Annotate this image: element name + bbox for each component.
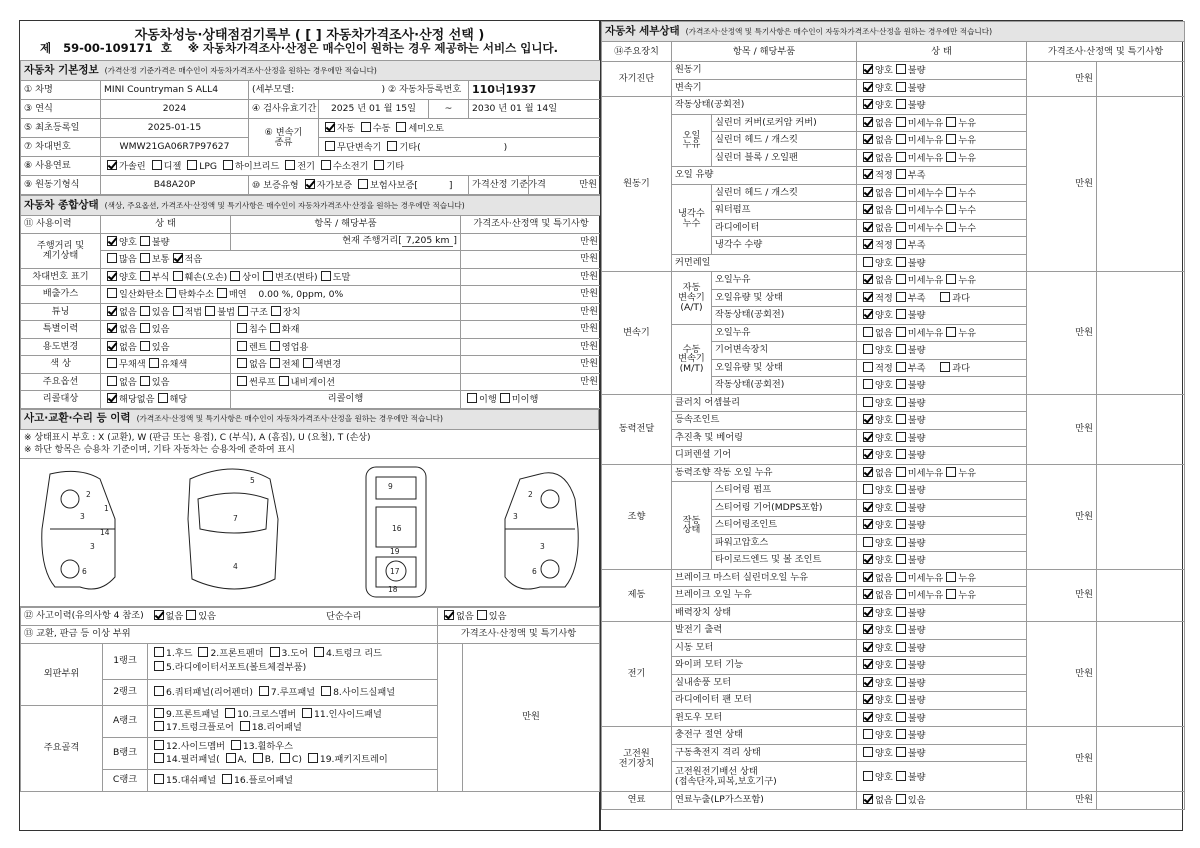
part-label-3b: 3 bbox=[90, 541, 95, 551]
checkbox-part-17[interactable] bbox=[154, 721, 164, 731]
detail-header: 자동차 세부상태 (가격조사·산정액 및 특기사항은 매수인이 자동차가격조사·산정을 원하는 경우에만 적습니다) bbox=[602, 22, 1185, 42]
checkbox-rental[interactable] bbox=[237, 341, 247, 351]
summary-header: 자동차 종합상태 (색상, 주요옵션, 가격조사·산정액 및 특기사항은 매수인이 자동차가격조사·산정을 원하는 경우에만 적습니다) bbox=[21, 196, 602, 216]
checkbox-part-10[interactable] bbox=[225, 708, 235, 718]
checkbox-vin-stamp[interactable] bbox=[321, 271, 331, 281]
checkbox-cvt[interactable] bbox=[325, 141, 335, 151]
part-label-6r: 6 bbox=[532, 566, 537, 576]
checkbox-cyl-cover-minor[interactable] bbox=[896, 117, 906, 127]
checkbox-vin-mismatch[interactable] bbox=[230, 271, 240, 281]
checkbox-blower-bad[interactable] bbox=[896, 677, 906, 687]
part-label-5: 5 bbox=[250, 475, 255, 485]
checkbox-part-13[interactable] bbox=[231, 740, 241, 750]
checkbox-st-joint-good[interactable] bbox=[863, 519, 873, 529]
checkbox-tuning-illegal[interactable] bbox=[205, 306, 215, 316]
checkbox-part-7[interactable] bbox=[259, 686, 269, 696]
checkbox-mt-oil-leak[interactable] bbox=[946, 327, 956, 337]
checkbox-part-6[interactable] bbox=[154, 686, 164, 696]
checkbox-diff-good[interactable] bbox=[863, 449, 873, 459]
checkbox-pillar-b[interactable] bbox=[253, 753, 263, 763]
checkbox-color-whole[interactable] bbox=[270, 358, 280, 368]
checkbox-mt-gear-good[interactable] bbox=[863, 344, 873, 354]
checkbox-color-none[interactable] bbox=[237, 358, 247, 368]
car-name: MINI Countryman S ALL4 bbox=[101, 81, 249, 100]
car-damage-diagram bbox=[20, 459, 599, 607]
part-label-7: 7 bbox=[233, 513, 238, 523]
checkbox-part-11[interactable] bbox=[302, 708, 312, 718]
checkbox-cyl-head-minor[interactable] bbox=[896, 134, 906, 144]
part-label-3r2: 3 bbox=[540, 541, 545, 551]
accident-header: 사고·교환·수리 등 이력 (가격조사·산정액 및 특기사항은 매수인이 자동차가격조사·산정을 원하는 경우에만 적습니다) bbox=[21, 409, 599, 429]
checkbox-insurance-warranty[interactable] bbox=[358, 179, 368, 189]
checkbox-coolant-lack[interactable] bbox=[896, 239, 906, 249]
checkbox-part-19[interactable] bbox=[308, 753, 318, 763]
checkbox-hose-good[interactable] bbox=[863, 537, 873, 547]
checkbox-mt-gear-bad[interactable] bbox=[896, 344, 906, 354]
checkbox-special-exists[interactable] bbox=[140, 323, 150, 333]
checkbox-at-op-bad[interactable] bbox=[896, 309, 906, 319]
part-label-9: 9 bbox=[388, 481, 393, 491]
checkbox-accident-exists[interactable] bbox=[186, 610, 196, 620]
checkbox-hc[interactable] bbox=[166, 288, 176, 298]
part-label-17: 17 bbox=[390, 566, 400, 576]
checkbox-options-none[interactable] bbox=[107, 376, 117, 386]
accident-table: ⑫ 사고이력(유의사항 4 참조) 없음 있음 단순수리 없음 있음 ⑬ 교환, 판금 등 이상 부위 가격조사·산정액 및 특기사항 외판부위 1랭크 1.후드 2.프론트펜더 3.도어 4.트렁크 리드 5.라디에이터서포트(볼트체결부품) 만원 2랭크 6.쿼터패널(리어펜더) 7.루프패널 8.사이드실패널 주요골격 A랭크 9.프론트패널 10.크로스멤버 11.인사이드패널 17.트렁크플로어 18.리어패널 B랭크 12.사이드멤버 13.휠하우스 14.필러패널( A, B, C) 19.패키지트레이 C랭크 15.대쉬패널 16.플로어패널 bbox=[20, 607, 600, 792]
checkbox-st-pump-bad[interactable] bbox=[896, 484, 906, 494]
checkbox-tie-rod-bad[interactable] bbox=[896, 554, 906, 564]
checkbox-mileage-many[interactable] bbox=[107, 253, 117, 263]
checkbox-cool-head-none[interactable] bbox=[863, 187, 873, 197]
checkbox-st-gear-good[interactable] bbox=[863, 502, 873, 512]
checkbox-ps-oil-none[interactable] bbox=[863, 467, 873, 477]
checkbox-brake-master-minor[interactable] bbox=[896, 572, 906, 582]
checkbox-diff-bad[interactable] bbox=[896, 449, 906, 459]
checkbox-diag-engine-bad[interactable] bbox=[896, 64, 906, 74]
checkbox-blower-good[interactable] bbox=[863, 677, 873, 687]
checkbox-at-level-lack[interactable] bbox=[896, 292, 906, 302]
checkbox-part-16[interactable] bbox=[222, 774, 232, 784]
left-panel bbox=[19, 20, 600, 831]
checkbox-tuning-legal[interactable] bbox=[173, 306, 183, 316]
checkbox-mt-op-bad[interactable] bbox=[896, 379, 906, 389]
car-outline-svg bbox=[20, 459, 599, 607]
checkbox-part-12[interactable] bbox=[154, 740, 164, 750]
checkbox-gasoline[interactable] bbox=[107, 160, 117, 170]
checkbox-coolant-proper[interactable] bbox=[863, 239, 873, 249]
document-number: 59-00-109171 bbox=[63, 41, 153, 55]
checkbox-tuning-structure[interactable] bbox=[238, 306, 248, 316]
checkbox-gauge-bad[interactable] bbox=[140, 236, 150, 246]
basic-info-header: 자동차 기본정보 (가격산정 기준가격은 매수인이 자동차가격조사·산정을 원하는 경우에만 적습니다) bbox=[21, 61, 601, 81]
checkbox-engine-op-good[interactable] bbox=[863, 99, 873, 109]
checkbox-fuel-leak-exists[interactable] bbox=[896, 794, 906, 804]
checkbox-color-change[interactable] bbox=[303, 358, 313, 368]
checkbox-tie-rod-good[interactable] bbox=[863, 554, 873, 564]
inspection-to: 2030 년 01 월 14일 bbox=[469, 100, 601, 119]
checkbox-diag-trans-bad[interactable] bbox=[896, 82, 906, 92]
checkbox-cyl-cover-none[interactable] bbox=[863, 117, 873, 127]
checkbox-at-level-proper[interactable] bbox=[863, 292, 873, 302]
checkbox-tuning-none[interactable] bbox=[107, 306, 117, 316]
detail-table: 자동차 세부상태 (가격조사·산정액 및 특기사항은 매수인이 자동차가격조사·산정을 원하는 경우에만 적습니다) ⑭주요장치 항목 / 해당부품 상 태 가격조사·산정액 및 특기사항 자기진단 원동기 양호 불량 만원 변속기 양호 불량 원동기 작동상태(공회전) 양호 불량 만원 오일 누유 실린더 커버(로커암 커버) 없음 미세누유 누유 실린더 헤드 / 개스킷 없음 미세누유 누유 실린더 블록 / 오일팬 없음 미세누유 누유 오일 유량 적정 부족 냉각수 누수 실린더 헤드 / 개스킷 없음 미세누수 누수 워터펌프 없음 미세누수 누수 라디에이터 없음 미세누수 누수 냉각수 수량 적정 부족 커먼레일 양호 불량 변속기 자동 변속기 (A/T) 오일누유 없음 미세누유 누유 만원 오일유량 및 상태 적정 부족 과다 작동상태(공회전) 양호 불량 수동 변속기 (M/T) 오일누유 없음 미세누유 누유 기어변속장치 양호 불량 오일유량 및 상태 적정 부족 과다 작동상태(공회전) 양호 불량 동력전달 클러치 어셈블리 양호 불량 만원 등속조인트 양호 불량 추진축 및 베어링 양호 불량 디퍼렌셜 기어 양호 불량 조향 동력조향 작동 오일 누유 없음 미세누유 누유 만원 작동 상태 스티어링 펌프 양호 불량 스티어링 기어(MDPS포함) 양호 불량 스티어링조인트 양호 불량 파워고압호스 양호 불량 타이로드엔드 및 볼 조인트 양호 불량 제동 브레이크 마스터 실린더오일 누유 없음 미세누유 누유 만원 브레이크 오일 누유 없음 미세누유 누유 배력장치 상태 양호 불량 전기 발전기 출력 양호 불량 만원 시동 모터 양호 불량 와이퍼 모터 기능 양호 불량 실내송풍 모터 양호 불량 라디에이터 팬 모터 양호 불량 윈도우 모터 양호 불량 고전원 전기장치 충전구 절연 상태 양호 불량 만원 구동축전지 격리 상태 양호 불량 고전원전기배선 상태 (접속단자,피복,보호기구) 양호 불량 연료 연료누출(LP가스포함) 없음 있음 만원 bbox=[601, 21, 1185, 810]
checkbox-wiper-bad[interactable] bbox=[896, 659, 906, 669]
checkbox-part-5[interactable] bbox=[154, 661, 164, 671]
checkbox-mt-oil-none[interactable] bbox=[863, 327, 873, 337]
checkbox-st-pump-good[interactable] bbox=[863, 484, 873, 494]
checkbox-self-warranty[interactable] bbox=[305, 179, 315, 189]
accident-header-table bbox=[20, 409, 599, 430]
checkbox-oil-level-proper[interactable] bbox=[863, 169, 873, 179]
checkbox-common-rail-good[interactable] bbox=[863, 257, 873, 267]
checkbox-ps-oil-leak[interactable] bbox=[946, 467, 956, 477]
checkbox-usage-exists[interactable] bbox=[140, 341, 150, 351]
checkbox-common-rail-bad[interactable] bbox=[896, 257, 906, 267]
checkbox-part-3[interactable] bbox=[270, 647, 280, 657]
checkbox-options-exists[interactable] bbox=[140, 376, 150, 386]
checkbox-water-pump-none[interactable] bbox=[863, 204, 873, 214]
checkbox-recall-na[interactable] bbox=[107, 393, 117, 403]
checkbox-cool-head-minor[interactable] bbox=[896, 187, 906, 197]
checkbox-brake-master-leak[interactable] bbox=[946, 572, 956, 582]
checkbox-oil-level-lack[interactable] bbox=[896, 169, 906, 179]
part-label-1: 1 bbox=[104, 503, 109, 513]
base-price-label: 가격산정 기준가격 bbox=[469, 176, 529, 195]
checkbox-chromatic[interactable] bbox=[149, 358, 159, 368]
checkbox-cv-good[interactable] bbox=[863, 414, 873, 424]
checkbox-part-4[interactable] bbox=[314, 647, 324, 657]
checkbox-recall-not-done[interactable] bbox=[500, 393, 510, 403]
part-label-6: 6 bbox=[82, 566, 87, 576]
checkbox-diag-engine-good[interactable] bbox=[863, 64, 873, 74]
checkbox-sunroof[interactable] bbox=[237, 376, 247, 386]
part-label-16: 16 bbox=[392, 523, 402, 533]
checkbox-vin-damage[interactable] bbox=[173, 271, 183, 281]
part-label-18: 18 bbox=[388, 584, 398, 594]
checkbox-booster-bad[interactable] bbox=[896, 607, 906, 617]
checkbox-at-oil-minor[interactable] bbox=[896, 274, 906, 284]
checkbox-part-2[interactable] bbox=[198, 647, 208, 657]
checkbox-recall-applicable[interactable] bbox=[158, 393, 168, 403]
service-notice: ※ 자동차가격조사·산정은 매수인이 원하는 경우 제공하는 서비스 입니다. bbox=[187, 41, 558, 55]
checkbox-wiper-good[interactable] bbox=[863, 659, 873, 669]
checkbox-radiator-leak[interactable] bbox=[946, 222, 956, 232]
checkbox-diag-trans-good[interactable] bbox=[863, 82, 873, 92]
checkbox-window-bad[interactable] bbox=[896, 712, 906, 722]
checkbox-vin-tamper[interactable] bbox=[263, 271, 273, 281]
checkbox-fuel-other[interactable] bbox=[374, 160, 384, 170]
checkbox-part-15[interactable] bbox=[154, 774, 164, 784]
right-panel bbox=[600, 20, 1183, 831]
checkbox-fan-bad[interactable] bbox=[896, 694, 906, 704]
checkbox-fuel-leak-none[interactable] bbox=[863, 794, 873, 804]
checkbox-cyl-block-none[interactable] bbox=[863, 152, 873, 162]
part-label-2r: 2 bbox=[528, 489, 533, 499]
checkbox-radiator-minor[interactable] bbox=[896, 222, 906, 232]
checkbox-mileage-normal[interactable] bbox=[140, 253, 150, 263]
checkbox-radiator-none[interactable] bbox=[863, 222, 873, 232]
checkbox-charge-port-bad[interactable] bbox=[896, 729, 906, 739]
summary-table: 자동차 종합상태 (색상, 주요옵션, 가격조사·산정액 및 특기사항은 매수인이 자동차가격조사·산정을 원하는 경우에만 적습니다) ⑪ 사용이력 상 태 항목 / 해당부품 가격조사·산정액 및 특기사항 주행거리 및 계기상태 양호 불량 현재 주행거리[ 7,205 km ] 만원 많음 보통 적음 만원 차대번호 표기 양호 부식 훼손(오손) 상이 변조(변타) 도말 만원 배출가스 일산화탄소 탄화수소 매연 0.00 %, 0ppm, 0% 만원 튜닝 없음 있음 적법 불법 구조 장치 만원 특별이력 없음 있음 침수 화재 만원 용도변경 없음 있음 렌트 영업용 만원 색 상 무채색 유채색 없음 전체 색변경 만원 주요옵션 없음 있음 썬루프 내비게이션 만원 리콜대상 해당없음 해당 리콜이행 이행 미이행 bbox=[20, 195, 602, 409]
transmission-options: 자동 수동 세미오토 bbox=[319, 119, 601, 138]
registration-number: 110너1937 bbox=[469, 81, 601, 100]
model-year: 2024 bbox=[101, 100, 249, 119]
checkbox-clutch-bad[interactable] bbox=[896, 397, 906, 407]
checkbox-achromatic[interactable] bbox=[107, 358, 117, 368]
checkbox-brake-oil-none[interactable] bbox=[863, 589, 873, 599]
checkbox-hybrid[interactable] bbox=[223, 160, 233, 170]
checkbox-pillar-c[interactable] bbox=[280, 753, 290, 763]
checkbox-part-14[interactable] bbox=[154, 753, 164, 763]
checkbox-part-8[interactable] bbox=[321, 686, 331, 696]
checkbox-repair-none[interactable] bbox=[444, 610, 454, 620]
checkbox-fire[interactable] bbox=[270, 323, 280, 333]
checkbox-mt-level-proper[interactable] bbox=[863, 362, 873, 372]
document-number-line: 제 59-00-109171 호 ※ 자동차가격조사·산정은 매수인이 원하는 경우 제공하는 서비스 입니다. bbox=[40, 41, 558, 55]
checkbox-at-oil-none[interactable] bbox=[863, 274, 873, 284]
checkbox-hv-wire-bad[interactable] bbox=[896, 771, 906, 781]
checkbox-prop-good[interactable] bbox=[863, 432, 873, 442]
checkbox-cyl-head-leak[interactable] bbox=[946, 134, 956, 144]
checkbox-cool-head-leak[interactable] bbox=[946, 187, 956, 197]
checkbox-mt-level-excess[interactable] bbox=[940, 362, 950, 372]
checkbox-repair-exists[interactable] bbox=[477, 610, 487, 620]
checkbox-co[interactable] bbox=[107, 288, 117, 298]
checkbox-brake-oil-minor[interactable] bbox=[896, 589, 906, 599]
fuel-options: 가솔린 디젤 LPG 하이브리드 전기 수소전기 기타 bbox=[101, 157, 601, 176]
checkbox-semi-auto[interactable] bbox=[396, 122, 406, 132]
checkbox-at-oil-leak[interactable] bbox=[946, 274, 956, 284]
checkbox-water-pump-minor[interactable] bbox=[896, 204, 906, 214]
checkbox-vin-good[interactable] bbox=[107, 271, 117, 281]
checkbox-cyl-head-none[interactable] bbox=[863, 134, 873, 144]
checkbox-charge-port-good[interactable] bbox=[863, 729, 873, 739]
checkbox-cyl-block-minor[interactable] bbox=[896, 152, 906, 162]
checkbox-usage-none[interactable] bbox=[107, 341, 117, 351]
checkbox-mt-op-good[interactable] bbox=[863, 379, 873, 389]
checkbox-tuning-exists[interactable] bbox=[140, 306, 150, 316]
checkbox-brake-master-none[interactable] bbox=[863, 572, 873, 582]
current-mileage: 7,205 km bbox=[402, 236, 454, 247]
first-registration-date: 2025-01-15 bbox=[101, 119, 249, 138]
checkbox-booster-good[interactable] bbox=[863, 607, 873, 617]
checkbox-auto[interactable] bbox=[325, 122, 335, 132]
checkbox-tuning-device[interactable] bbox=[271, 306, 281, 316]
checkbox-clutch-good[interactable] bbox=[863, 397, 873, 407]
checkbox-engine-op-bad[interactable] bbox=[896, 99, 906, 109]
checkbox-electric[interactable] bbox=[285, 160, 295, 170]
checkbox-hv-wire-good[interactable] bbox=[863, 771, 873, 781]
part-label-3: 3 bbox=[80, 511, 85, 521]
part-label-2: 2 bbox=[86, 489, 91, 499]
part-label-19: 19 bbox=[390, 546, 400, 556]
checkbox-hose-bad[interactable] bbox=[896, 537, 906, 547]
checkbox-accident-none[interactable] bbox=[154, 610, 164, 620]
checkbox-part-1[interactable] bbox=[154, 647, 164, 657]
checkbox-mt-oil-minor[interactable] bbox=[896, 327, 906, 337]
checkbox-battery-bad[interactable] bbox=[896, 747, 906, 757]
checkbox-alternator-bad[interactable] bbox=[896, 624, 906, 634]
checkbox-fan-good[interactable] bbox=[863, 694, 873, 704]
checkbox-vin-corrosion[interactable] bbox=[140, 271, 150, 281]
emission-values: 0.00 %, 0ppm, 0% bbox=[258, 289, 344, 301]
checkbox-at-op-good[interactable] bbox=[863, 309, 873, 319]
checkbox-starter-good[interactable] bbox=[863, 642, 873, 652]
part-label-4: 4 bbox=[233, 561, 238, 571]
vin: WMW21GA06R7P97627 bbox=[101, 138, 249, 157]
checkbox-part-18[interactable] bbox=[240, 721, 250, 731]
checkbox-pillar-a[interactable] bbox=[226, 753, 236, 763]
engine-type: B48A20P bbox=[101, 176, 249, 195]
checkbox-cyl-block-leak[interactable] bbox=[946, 152, 956, 162]
checkbox-water-pump-leak[interactable] bbox=[946, 204, 956, 214]
checkbox-manual[interactable] bbox=[361, 122, 371, 132]
checkbox-mileage-few[interactable] bbox=[173, 253, 183, 263]
checkbox-mt-level-lack[interactable] bbox=[896, 362, 906, 372]
checkbox-window-good[interactable] bbox=[863, 712, 873, 722]
inspection-from: 2025 년 01 월 15일 bbox=[319, 100, 429, 119]
checkbox-ps-oil-minor[interactable] bbox=[896, 467, 906, 477]
status-legend: ※ 상태표시 부호 : X (교환), W (판금 또는 용접), C (부식), A (흠집), U (요철), T (손상) ※ 하단 항목은 승용차 기준이며, 기타 자동차는 승용차에 준하여 표시 bbox=[20, 430, 599, 459]
checkbox-recall-done[interactable] bbox=[467, 393, 477, 403]
checkbox-gauge-good[interactable] bbox=[107, 236, 117, 246]
checkbox-diesel[interactable] bbox=[152, 160, 162, 170]
checkbox-at-level-excess[interactable] bbox=[940, 292, 950, 302]
checkbox-hydrogen[interactable] bbox=[321, 160, 331, 170]
checkbox-st-joint-bad[interactable] bbox=[896, 519, 906, 529]
checkbox-special-none[interactable] bbox=[107, 323, 117, 333]
part-label-14: 14 bbox=[100, 527, 110, 537]
checkbox-starter-bad[interactable] bbox=[896, 642, 906, 652]
checkbox-business[interactable] bbox=[270, 341, 280, 351]
basic-info-table: 자동차 기본정보 (가격산정 기준가격은 매수인이 자동차가격조사·산정을 원하는 경우에만 적습니다) ① 차명 MINI Countryman S ALL4 (세부모델: ) ② 자동차등록번호 110너1937 ③ 연식 2024 ④ 검사유효기간 2025 년 01 월 15일 ~ 2030 년 01 월 14일 ⑤ 최초등록일 2025-01-15 ⑥ 변속기 종류 자동 수동 세미오토 ⑦ 차대번호 WMW21GA06R7P97627 무단변속기 기타( ) ⑧ 사용연료 가솔린 디젤 LPG 하이브리드 전기 수소전기 기타 ⑨ 원동기형식 B48A20P ⑩ 보증유형 자가보증 보험사보증[ ] 가격산정 기준가격 만원 bbox=[20, 60, 601, 195]
checkbox-lpg[interactable] bbox=[187, 160, 197, 170]
checkbox-smoke[interactable] bbox=[217, 288, 227, 298]
checkbox-prop-bad[interactable] bbox=[896, 432, 906, 442]
part-label-3r: 3 bbox=[513, 511, 518, 521]
checkbox-trans-other[interactable] bbox=[387, 141, 397, 151]
checkbox-alternator-good[interactable] bbox=[863, 624, 873, 634]
document-title: 자동차성능·상태점검기록부 ( [ ] 자동차가격조사·산정 선택 ) bbox=[134, 28, 485, 43]
checkbox-battery-good[interactable] bbox=[863, 747, 873, 757]
checkbox-navigation[interactable] bbox=[279, 376, 289, 386]
checkbox-part-9[interactable] bbox=[154, 708, 164, 718]
checkbox-cyl-cover-leak[interactable] bbox=[946, 117, 956, 127]
checkbox-st-gear-bad[interactable] bbox=[896, 502, 906, 512]
checkbox-brake-oil-leak[interactable] bbox=[946, 589, 956, 599]
checkbox-flood[interactable] bbox=[237, 323, 247, 333]
checkbox-cv-bad[interactable] bbox=[896, 414, 906, 424]
